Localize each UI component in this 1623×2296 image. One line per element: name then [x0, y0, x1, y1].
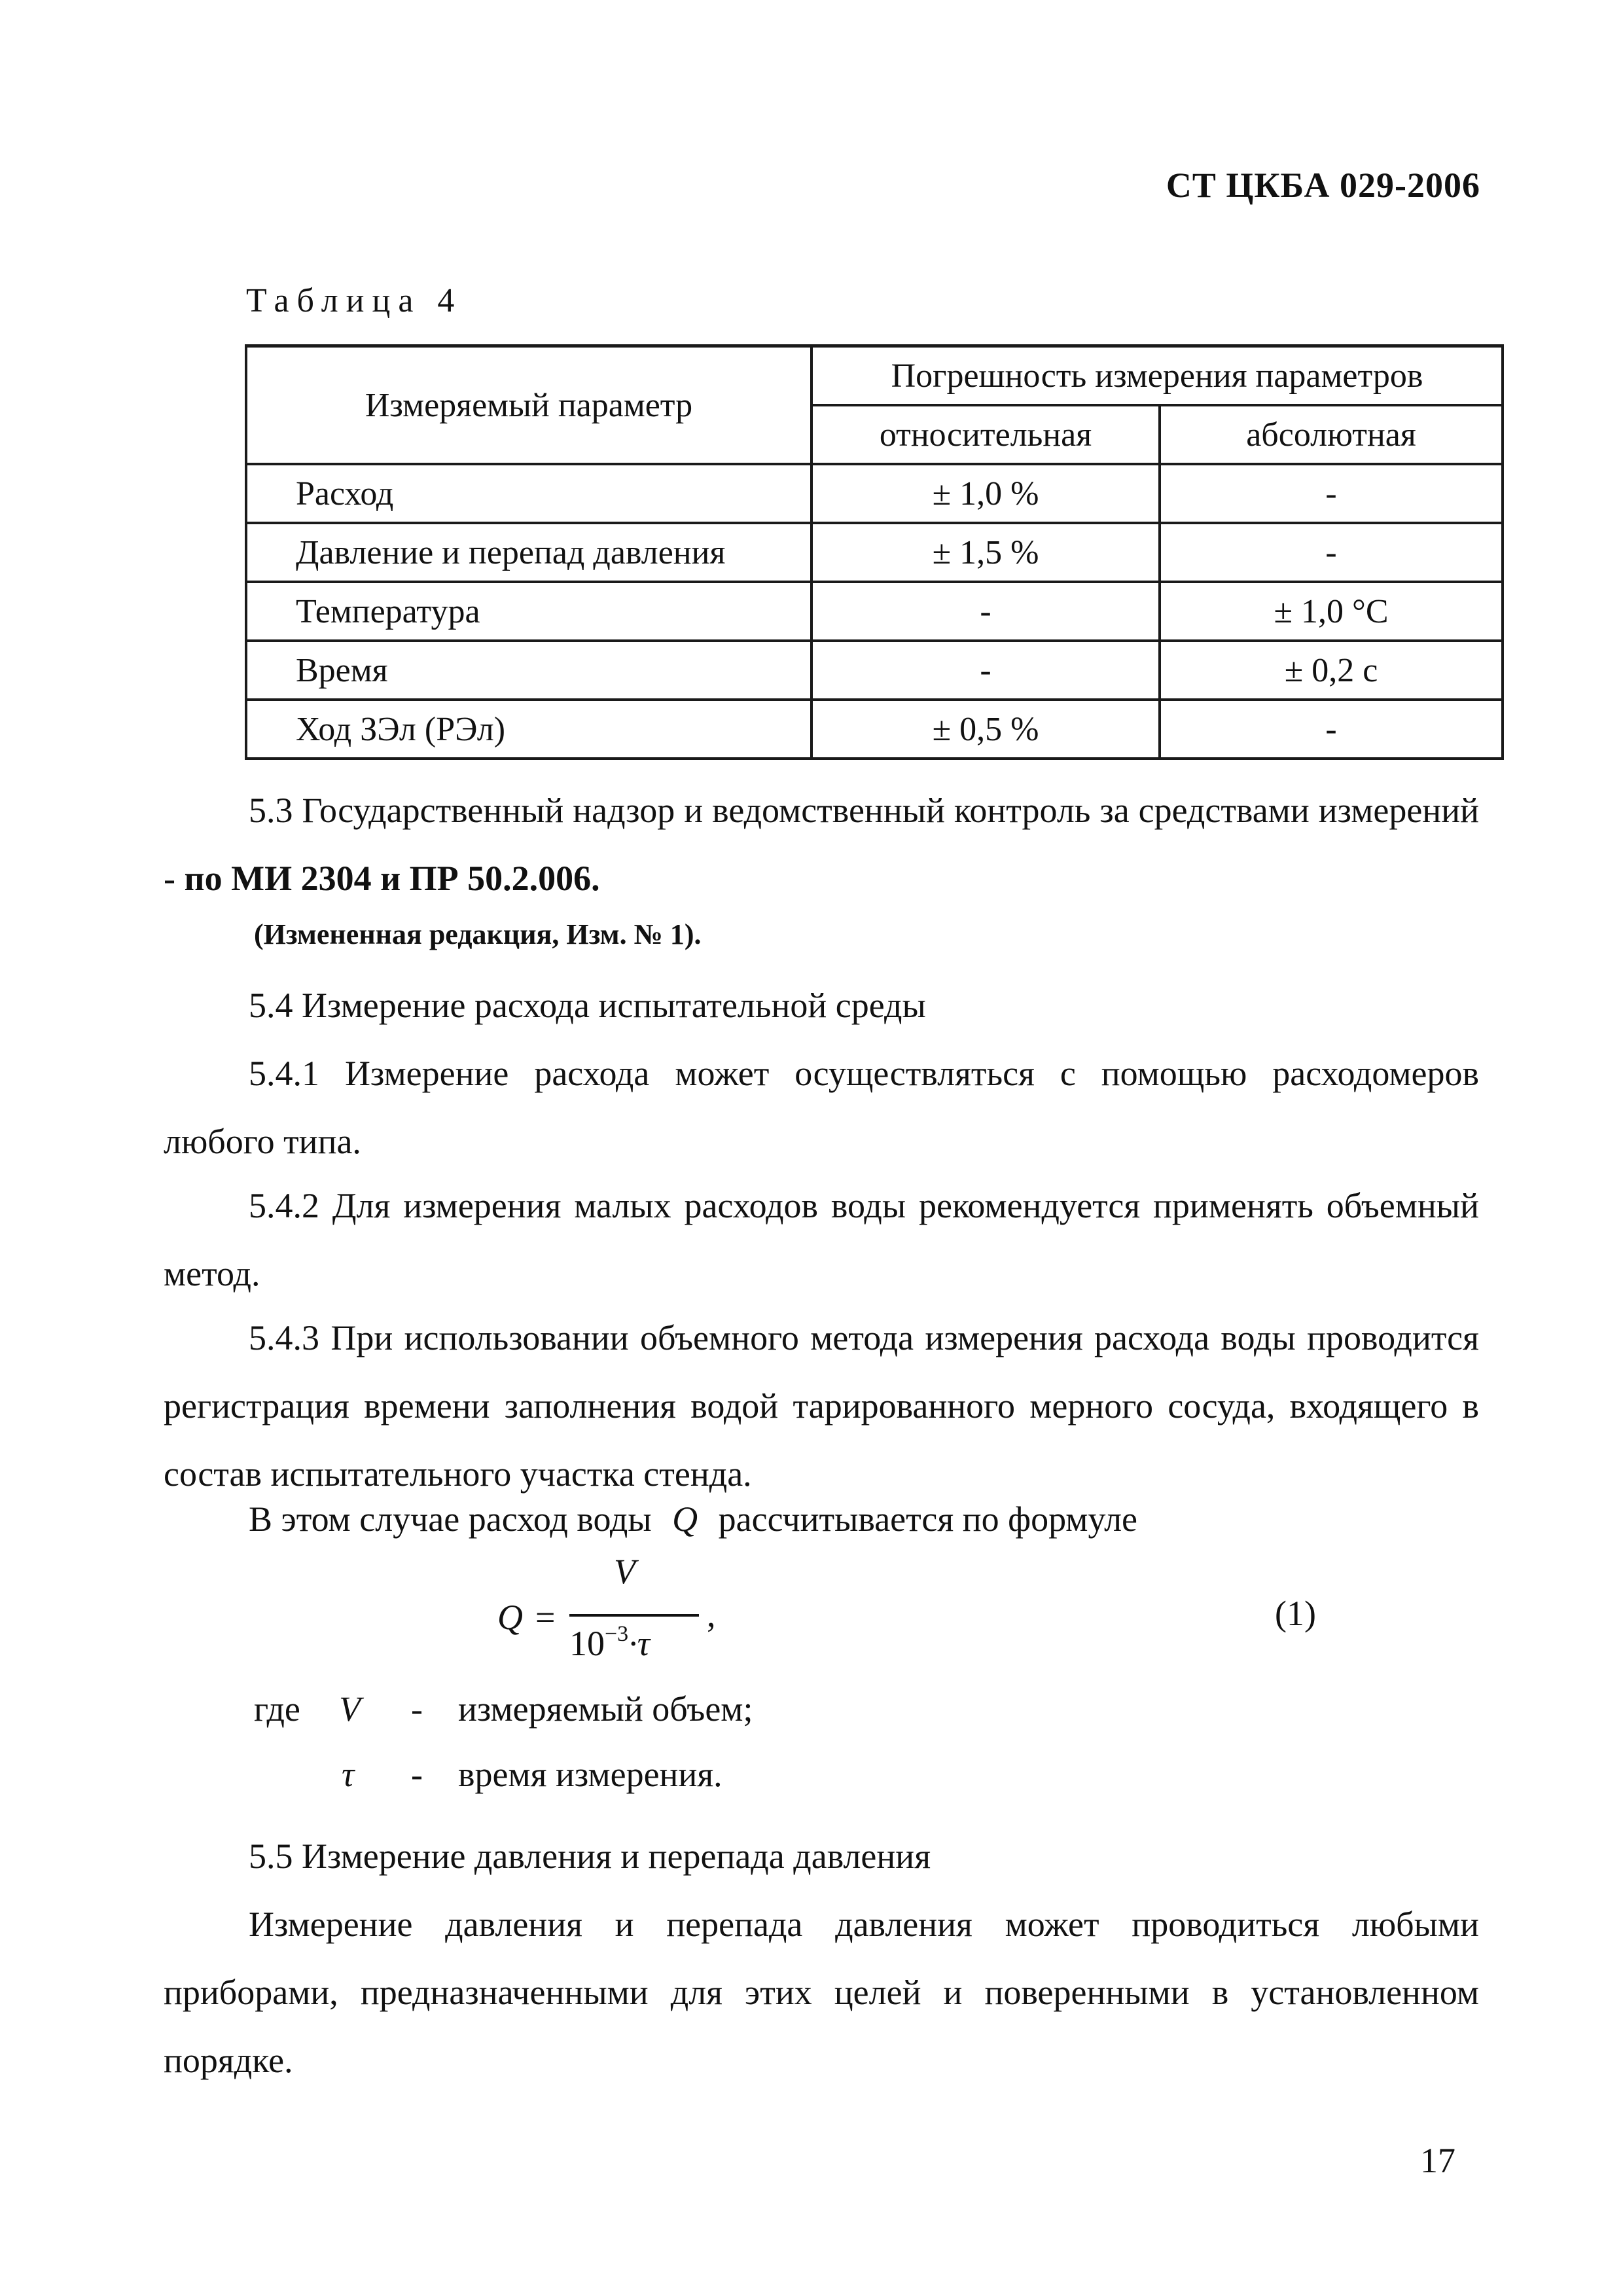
paragraph-5-3: [164, 776, 1479, 912]
legend-symbol: τ: [342, 1755, 355, 1794]
formula-numerator: V: [614, 1552, 635, 1591]
row-absolute: -: [1160, 523, 1503, 582]
formula-equals: =: [535, 1598, 556, 1637]
document-code: СТ ЦКБА 029-2006: [1166, 166, 1480, 205]
legend-desc: измеряемый объем;: [458, 1689, 753, 1729]
row-absolute: ± 1,0 °С: [1160, 582, 1503, 641]
legend-symbol: V: [339, 1689, 361, 1729]
table-row: [246, 523, 1503, 582]
formula-denominator: [569, 1622, 650, 1664]
den-rest: ·τ: [628, 1624, 651, 1663]
table-row: [246, 641, 1503, 700]
table-caption: Таблица 4: [246, 282, 463, 319]
header-error-group: Погрешность измерения параметров: [812, 346, 1503, 406]
row-relative: ± 0,5 %: [812, 700, 1160, 759]
row-relative: -: [812, 582, 1160, 641]
formula-intro-end: рассчитывается по формуле: [718, 1499, 1137, 1539]
row-relative: ± 1,5 %: [812, 523, 1160, 582]
row-param: Время: [246, 641, 812, 700]
table-row: [246, 464, 1503, 523]
formula-intro-start: В этом случае расход воды: [249, 1499, 652, 1539]
row-param: Температура: [246, 582, 812, 641]
header-absolute: абсолютная: [1160, 405, 1503, 464]
header-relative: относительная: [812, 405, 1160, 464]
amendment-note: (Измененная редакция, Изм. № 1).: [254, 918, 702, 950]
equation-number: (1): [1275, 1594, 1316, 1633]
paragraph-5-3-text: 5.3 Государственный надзор и ведомственный контроль за средствами измерений -: [164, 791, 1479, 898]
formula-lhs: Q: [497, 1598, 523, 1637]
heading-5-4: 5.4 Измерение расхода испытательной среды: [249, 986, 926, 1025]
den-exponent: −3: [605, 1622, 629, 1646]
legend-dash: -: [411, 1689, 423, 1729]
paragraph-5-5: Измерение давления и перепада давления может проводиться любыми приборами, предназначенными для этих целей и поверенными в установленном порядке.: [164, 1905, 1479, 2080]
formula-comma: ,: [707, 1595, 716, 1634]
legend-desc: время измерения.: [458, 1755, 722, 1794]
page-number: 17: [1420, 2141, 1455, 2180]
legend-where: где: [254, 1689, 300, 1729]
row-absolute: -: [1160, 464, 1503, 523]
table-header-row: [246, 346, 1503, 406]
formula-intro-symbol: Q: [672, 1499, 698, 1539]
fraction-bar: [569, 1614, 699, 1617]
row-relative: ± 1,0 %: [812, 464, 1160, 523]
legend-dash: -: [411, 1755, 423, 1794]
header-param: Измеряемый параметр: [246, 346, 812, 465]
heading-5-5: 5.5 Измерение давления и перепада давления: [249, 1837, 931, 1876]
table-row: [246, 582, 1503, 641]
paragraph-5-4-2: 5.4.2 Для измерения малых расходов воды рекомендуется применять объемный метод.: [164, 1186, 1479, 1293]
paragraph-5-3-reference: по МИ 2304 и ПР 50.2.006.: [184, 859, 600, 898]
den-base: 10: [569, 1624, 605, 1663]
row-absolute: -: [1160, 700, 1503, 759]
table-row: [246, 700, 1503, 759]
row-absolute: ± 0,2 с: [1160, 641, 1503, 700]
row-param: Ход ЗЭл (РЭл): [246, 700, 812, 759]
paragraph-5-4-3: 5.4.3 При использовании объемного метода измерения расхода воды проводится регистрация времени заполнения водой тарированного мерного сосуда, входящего в состав испытательного участка стенда.: [164, 1318, 1479, 1494]
flow-formula: [497, 1551, 733, 1689]
row-relative: -: [812, 641, 1160, 700]
formula-intro: [249, 1499, 1137, 1539]
parameters-table: [245, 344, 1504, 760]
row-param: Давление и перепад давления: [246, 523, 812, 582]
row-param: Расход: [246, 464, 812, 523]
paragraph-5-4-1: 5.4.1 Измерение расхода может осуществляться с помощью расходомеров любого типа.: [164, 1054, 1479, 1161]
